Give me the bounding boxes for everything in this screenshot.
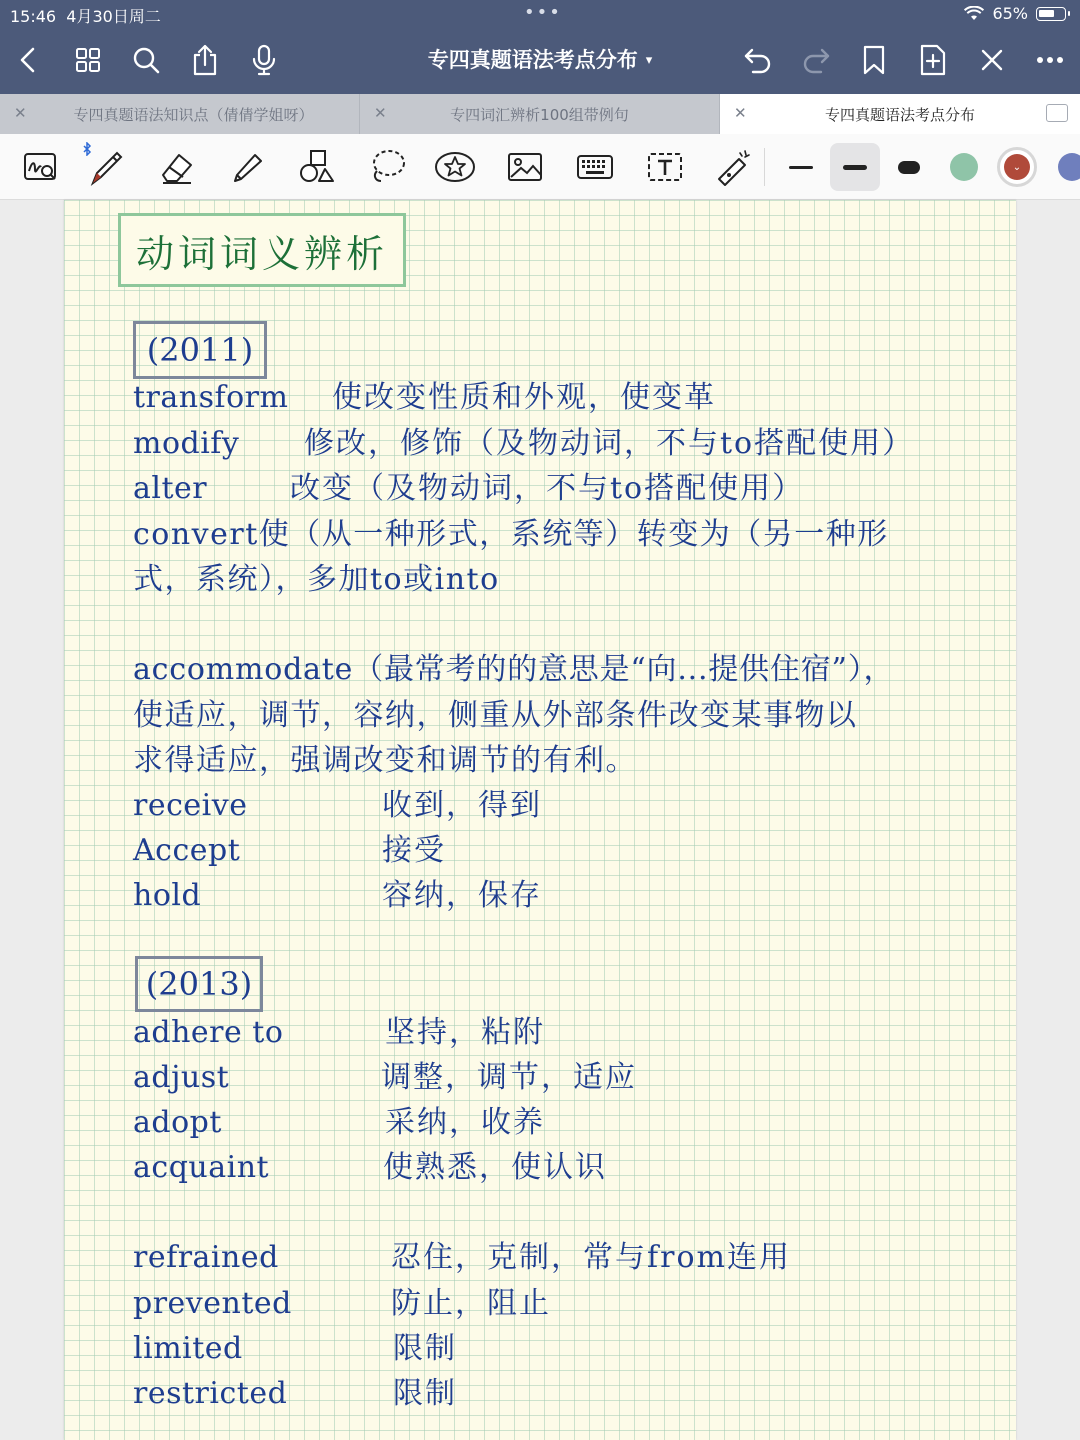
multitasking-dots-icon[interactable]: ••• bbox=[524, 2, 562, 23]
keyboard-tool[interactable] bbox=[572, 144, 618, 190]
document-tabs bbox=[0, 94, 1080, 134]
tab-grammar-distribution[interactable] bbox=[720, 94, 1080, 134]
bluetooth-icon bbox=[82, 142, 92, 156]
star-sticker-icon bbox=[434, 147, 476, 187]
toolbar-divider bbox=[764, 148, 765, 186]
image-icon bbox=[507, 151, 543, 183]
def-transform: 使改变性质和外观，使变革 bbox=[332, 380, 716, 415]
term-refrained: refrained bbox=[133, 1240, 279, 1275]
eraser-tool[interactable] bbox=[154, 144, 200, 190]
term-adjust: adjust bbox=[133, 1060, 230, 1095]
wifi-icon bbox=[964, 6, 984, 22]
lasso-tool[interactable] bbox=[364, 144, 410, 190]
heading-text: 动词词义辨析 bbox=[135, 231, 388, 276]
redo-button[interactable] bbox=[796, 40, 836, 80]
term-alter: alter bbox=[133, 471, 208, 506]
stroke-thick-option[interactable] bbox=[886, 144, 932, 190]
def-modify: 修改，修饰（及物动词，不与to搭配使用） bbox=[304, 426, 915, 461]
highlighter-icon bbox=[227, 147, 267, 187]
bookmark-icon bbox=[862, 45, 886, 75]
stroke-thin-icon bbox=[789, 166, 813, 169]
fountain-pen-icon bbox=[87, 147, 127, 187]
tab-label: 专四词汇辨析100组带例句 bbox=[450, 105, 629, 124]
keyboard-icon bbox=[576, 154, 614, 180]
year-label-2013 bbox=[135, 956, 263, 1012]
year-text: (2011) bbox=[146, 331, 254, 369]
entry-convert-line2: 式，系统），多加to或into bbox=[133, 562, 500, 597]
def-accept: 接受 bbox=[382, 833, 446, 868]
color-swatch-blue[interactable] bbox=[1058, 153, 1080, 181]
tab-vocab-analysis[interactable] bbox=[360, 94, 720, 134]
highlighter-tool[interactable] bbox=[224, 144, 270, 190]
redo-icon bbox=[801, 46, 831, 74]
def-refrained: 忍住，克制，常与from连用 bbox=[391, 1240, 791, 1275]
nav-bar bbox=[0, 28, 1080, 94]
def-adopt: 采纳，收养 bbox=[385, 1105, 545, 1140]
drawing-toolbar bbox=[0, 134, 1080, 200]
stroke-medium-icon bbox=[843, 165, 867, 170]
entry-accommodate-line2: 使适应，调节，容纳，侧重从外部条件改变某事物以 bbox=[133, 698, 858, 733]
chevron-down-icon: ⌄ bbox=[1004, 154, 1030, 180]
tab-label: 专四真题语法考点分布 bbox=[824, 105, 975, 124]
def-limited: 限制 bbox=[393, 1331, 457, 1366]
more-options-button[interactable] bbox=[1030, 40, 1070, 80]
text-box-tool[interactable] bbox=[642, 144, 688, 190]
def-adjust: 调整，调节，适应 bbox=[381, 1060, 637, 1095]
shapes-icon bbox=[297, 147, 337, 187]
add-page-icon bbox=[919, 44, 947, 76]
pencil-cross-icon bbox=[979, 47, 1005, 73]
status-bar bbox=[0, 0, 1080, 28]
year-text: (2013) bbox=[145, 965, 253, 1003]
laser-pointer-icon bbox=[713, 147, 753, 187]
close-icon[interactable]: ✕ bbox=[374, 104, 387, 122]
document-title[interactable]: 专四真题语法考点分布 ▾ bbox=[427, 48, 653, 72]
undo-button[interactable] bbox=[738, 40, 778, 80]
eraser-icon bbox=[157, 147, 197, 187]
lasso-icon bbox=[367, 147, 407, 187]
shape-tool[interactable] bbox=[294, 144, 340, 190]
term-modify: modify bbox=[133, 426, 240, 461]
term-hold: hold bbox=[133, 878, 202, 913]
def-adhere-to: 坚持，粘附 bbox=[385, 1015, 545, 1050]
term-acquaint: acquaint bbox=[133, 1150, 270, 1185]
entry-accommodate-line3: 求得适应，强调改变和调节的有利。 bbox=[133, 743, 637, 778]
def-restricted: 限制 bbox=[393, 1376, 457, 1411]
def-acquaint: 使熟悉，使认识 bbox=[383, 1150, 607, 1185]
tab-grammar-knowledge[interactable] bbox=[0, 94, 360, 134]
color-swatch-selected-ring[interactable] bbox=[997, 147, 1037, 187]
undo-icon bbox=[743, 46, 773, 74]
handwriting-zoom-tool[interactable] bbox=[18, 144, 64, 190]
text-box-icon bbox=[647, 152, 683, 182]
close-icon[interactable]: ✕ bbox=[734, 104, 747, 122]
entry-convert-line1: convert使（从一种形式，系统等）转变为（另一种形 bbox=[133, 517, 889, 552]
term-receive: receive bbox=[133, 788, 248, 823]
term-limited: limited bbox=[133, 1331, 243, 1366]
term-adhere-to: adhere to bbox=[133, 1015, 284, 1050]
stroke-thick-icon bbox=[898, 161, 920, 174]
term-adopt: adopt bbox=[133, 1105, 222, 1140]
status-time: 15:46 4月30日周二 bbox=[10, 7, 161, 26]
year-label-2011 bbox=[133, 321, 267, 379]
entry-accommodate-line1: accommodate（最常考的的意思是“向...提供住宿”）， bbox=[133, 652, 895, 687]
def-alter: 改变（及物动词，不与to搭配使用） bbox=[290, 471, 805, 506]
stroke-medium-option[interactable] bbox=[830, 143, 880, 191]
laser-pointer-tool[interactable] bbox=[710, 144, 756, 190]
status-date: 4月30日周二 bbox=[66, 7, 161, 26]
color-swatch-teal[interactable] bbox=[950, 153, 978, 181]
term-accept: Accept bbox=[133, 833, 241, 868]
battery-percent: 65% bbox=[992, 4, 1028, 23]
term-prevented: prevented bbox=[133, 1286, 292, 1321]
pen-tool[interactable] bbox=[84, 144, 130, 190]
handwriting-zoom-icon bbox=[23, 151, 59, 183]
term-transform: transform bbox=[133, 380, 289, 415]
note-heading bbox=[118, 213, 406, 287]
def-prevented: 防止，阻止 bbox=[391, 1286, 551, 1321]
battery-icon bbox=[1036, 7, 1066, 21]
tab-label: 专四真题语法知识点（倩倩学姐呀） bbox=[73, 105, 314, 124]
close-icon[interactable]: ✕ bbox=[14, 104, 27, 122]
def-hold: 容纳，保存 bbox=[382, 878, 542, 913]
chevron-down-icon: ▾ bbox=[645, 53, 653, 68]
close-toolbar-button[interactable] bbox=[972, 40, 1012, 80]
stroke-thin-option[interactable] bbox=[778, 144, 824, 190]
sticker-tool[interactable] bbox=[432, 144, 478, 190]
image-tool[interactable] bbox=[502, 144, 548, 190]
add-page-button[interactable] bbox=[913, 40, 953, 80]
term-restricted: restricted bbox=[133, 1376, 288, 1411]
bookmark-button[interactable] bbox=[854, 40, 894, 80]
def-receive: 收到，得到 bbox=[382, 788, 542, 823]
split-view-icon[interactable] bbox=[1046, 104, 1068, 122]
more-icon bbox=[1036, 56, 1064, 64]
